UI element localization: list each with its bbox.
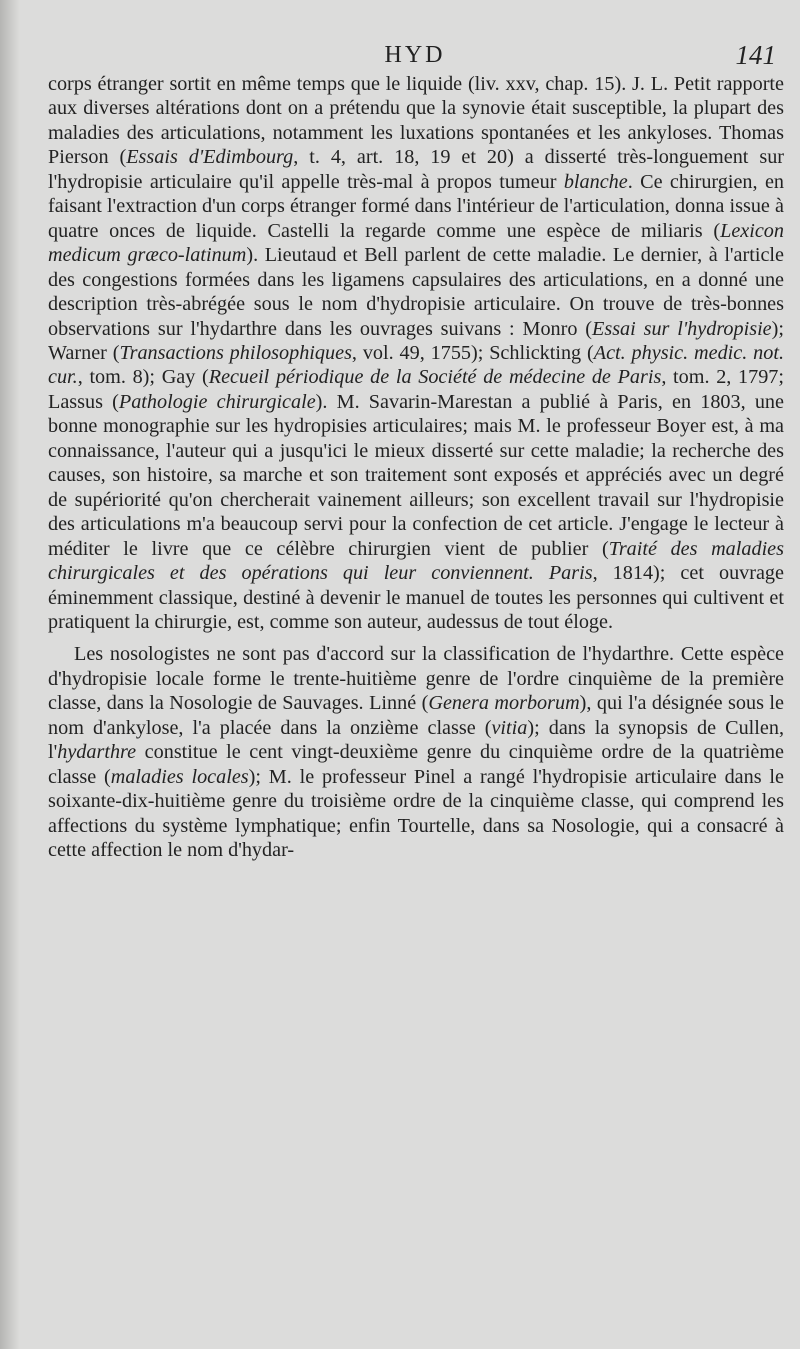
text-run: , vol. 49, 1755); Schlickting (: [351, 341, 594, 364]
text-run: , tom. 2, 1797; Lassus (: [48, 366, 785, 413]
paragraph-1: [48, 72, 784, 634]
text-run: corps étranger sortit en même temps que le liquide (liv. xxv, chap. 15). J. L. Petit rapporte aux diverses altérations dont on a prétendu que la synovie était susceptible, la plupart des maladies des articulations, notamment les luxations spontanées et les ankyloses. Thomas Pierson (: [48, 73, 784, 169]
italic-citation: blanche: [563, 170, 628, 193]
text-run: , t. 4, art. 18, 19 et 20) a disserté très-longuement sur l'hydropisie articulaire qu'il appelle très-mal à propos tumeur: [48, 146, 785, 193]
italic-citation: Genera morborum: [428, 692, 580, 715]
page-header: [48, 40, 782, 76]
italic-citation: vitia: [491, 716, 528, 739]
italic-citation: Act. physic. medic. not. cur.: [48, 341, 784, 389]
text-run: . Ce chirurgien, en faisant l'extraction d'un corps étranger formé dans l'intérieur de l'articulation, donna issue à quatre onces de liquide. Castelli la regarde comme une espèce de miliaris (: [48, 170, 784, 242]
text-run: ); M. le professeur Pinel a rangé l'hydropisie articulaire dans le soixante-dix-huitième genre du troisième ordre de la cinquième classe, qui comprend les affections du système lymphatique; enfin Tourtelle, dans sa Nosologie, qui a consacré à cette affection le nom d'hydar-: [48, 765, 784, 862]
text-run: ). Lieutaud et Bell parlent de cette maladie. Le dernier, à l'article des congestions formées dans les ligamens capsulaires des articulations, en a donné une description très-abrégée sous le nom d'hydropisie articulaire. On trouve de très-bonnes observations sur l'hydarthre dans les ouvrages suivans : Monro (: [48, 244, 784, 340]
italic-citation: Lexicon medicum græco-latinum: [48, 219, 784, 267]
text-run: ); Warner (: [48, 317, 784, 364]
text-run: ); dans la synopsis de Cullen, l': [48, 716, 784, 764]
text-run: , 1814); cet ouvrage éminemment classique, destiné à devenir le manuel de toutes les personnes qui cultivent et pratiquent la chirurgie, est, comme son auteur, audessus de tout éloge.: [48, 562, 784, 633]
italic-citation: Essais d'Edimbourg: [126, 146, 294, 169]
italic-citation: maladies locales: [110, 765, 249, 788]
text-run: , tom. 8); Gay (: [77, 366, 209, 389]
page-number: 141: [735, 40, 776, 70]
italic-citation: Traité des maladies chirurgicales et des opérations qui leur conviennent. Paris: [48, 537, 784, 585]
italic-citation: Essai sur l'hydropisie: [592, 317, 772, 340]
paragraph-2: [48, 642, 784, 862]
text-run: ). M. Savarin-Marestan a publié à Paris, en 1803, une bonne monographie sur les hydropisies articulaires; mais M. le professeur Boyer est, à ma connaissance, l'auteur qui a jusqu'ici le mieux disserté sur cette maladie; la recherche des causes, son histoire, sa marche et son traitement sont exposés et appréciés avec un degré de supériorité qu'on chercherait vainement ailleurs; son excellent travail sur l'hydropisie des articulations m'a beaucoup servi pour la confection de cet article. J'engage le lecteur à méditer le livre que ce célèbre chirurgien vient de publier (: [48, 390, 784, 560]
italic-citation: hydarthre: [57, 741, 137, 764]
italic-citation: Pathologie chirurgicale: [118, 390, 316, 413]
italic-citation: Recueil périodique de la Société de médecine de Paris: [208, 366, 662, 389]
page-gutter-shadow: [0, 0, 20, 1349]
body-text: [48, 72, 784, 863]
running-head: HYD: [384, 42, 446, 68]
text-run: constitue le cent vingt-deuxième genre du cinquième ordre de la quatrième classe (: [48, 741, 784, 788]
text-run: ), qui l'a désignée sous le nom d'ankylose, l'a placée dans la onzième classe (: [48, 692, 784, 739]
text-run: Les nosologistes ne sont pas d'accord sur la classification de l'hydarthre. Cette espèce d'hydropisie locale forme le trente-huitième genre de l'ordre cinquième de la première classe, dans la Nosologie de Sauvages. Linné (: [48, 643, 784, 715]
italic-citation: Transactions philosophiques: [119, 341, 352, 364]
